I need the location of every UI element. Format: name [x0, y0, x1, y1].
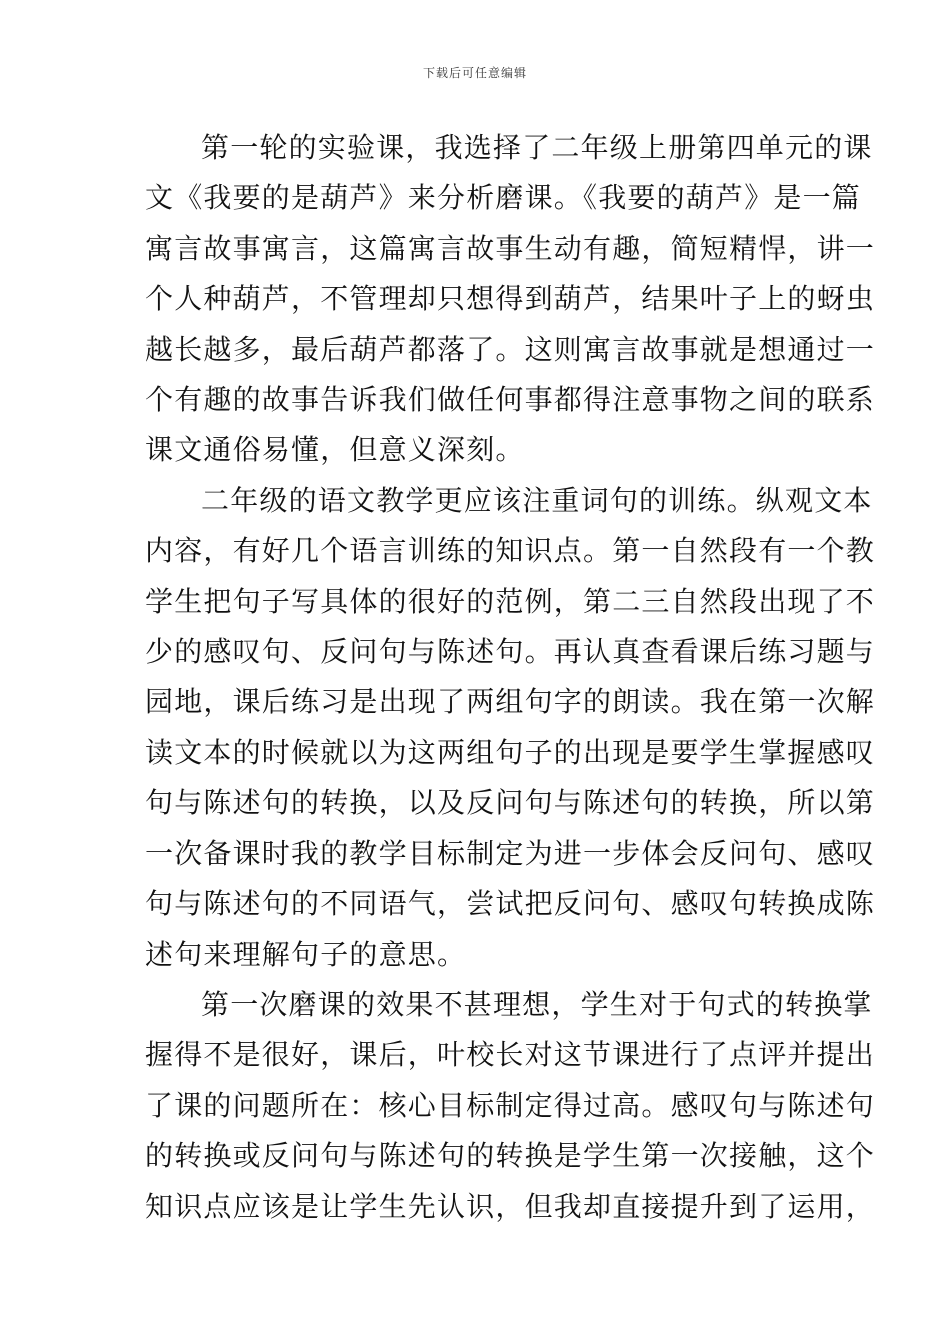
- text-line: 越长越多，最后葫芦都落了。这则寓言故事就是想通过一: [145, 332, 876, 366]
- text-line: 园地，课后练习是出现了两组句字的朗读。我在第一次解: [145, 685, 876, 719]
- text-line: 句与陈述句的不同语气，尝试把反问句、感叹句转换成陈: [145, 887, 876, 921]
- text-line: 文《我要的是葫芦》来分析磨课。《我要的葫芦》是一篇: [145, 181, 862, 215]
- text-line: 读文本的时候就以为这两组句子的出现是要学生掌握感叹: [145, 735, 876, 769]
- paragraph-2: [145, 476, 876, 980]
- text-line: 第一轮的实验课，我选择了二年级上册第四单元的课: [201, 131, 873, 164]
- paragraph-1: [145, 123, 876, 476]
- text-line: 课文通俗易懂，但意义深刻。: [145, 433, 525, 467]
- text-line: 学生把句子写具体的很好的范例，第二三自然段出现了不: [145, 584, 876, 618]
- text-line: 述句来理解句子的意思。: [145, 937, 467, 971]
- text-line: 的转换或反问句与陈述句的转换是学生第一次接触，这个: [145, 1139, 876, 1173]
- text-line: 二年级的语文教学更应该注重词句的训练。纵观文本: [201, 483, 873, 517]
- text-line: 知识点应该是让学生先认识，但我却直接提升到了运用，: [145, 1189, 876, 1223]
- text-line: 了课的问题所在：核心目标制定得过高。感叹句与陈述句: [145, 1088, 876, 1122]
- text-line: 寓言故事寓言，这篇寓言故事生动有趣，简短精悍，讲一: [145, 231, 876, 265]
- text-line: 句与陈述句的转换，以及反问句与陈述句的转换，所以第: [145, 786, 876, 820]
- text-line: 个人种葫芦，不管理却只想得到葫芦，结果叶子上的蚜虫: [145, 282, 876, 316]
- text-line: 第一次磨课的效果不甚理想，学生对于句式的转换掌: [201, 987, 873, 1021]
- text-line: 握得不是很好，课后，叶校长对这节课进行了点评并提出: [145, 1038, 876, 1072]
- text-line: 一次备课时我的教学目标制定为进一步体会反问句、感叹: [145, 836, 876, 870]
- text-line: 少的感叹句、反问句与陈述句。再认真查看课后练习题与: [145, 635, 876, 669]
- document-body: [145, 123, 876, 1232]
- text-line: 个有趣的故事告诉我们做任何事都得注意事物之间的联系: [145, 383, 876, 417]
- paragraph-3: [145, 980, 876, 1232]
- text-line: 内容，有好几个语言训练的知识点。第一自然段有一个教: [145, 534, 876, 568]
- header-note: 下载后可任意编辑: [422, 66, 527, 80]
